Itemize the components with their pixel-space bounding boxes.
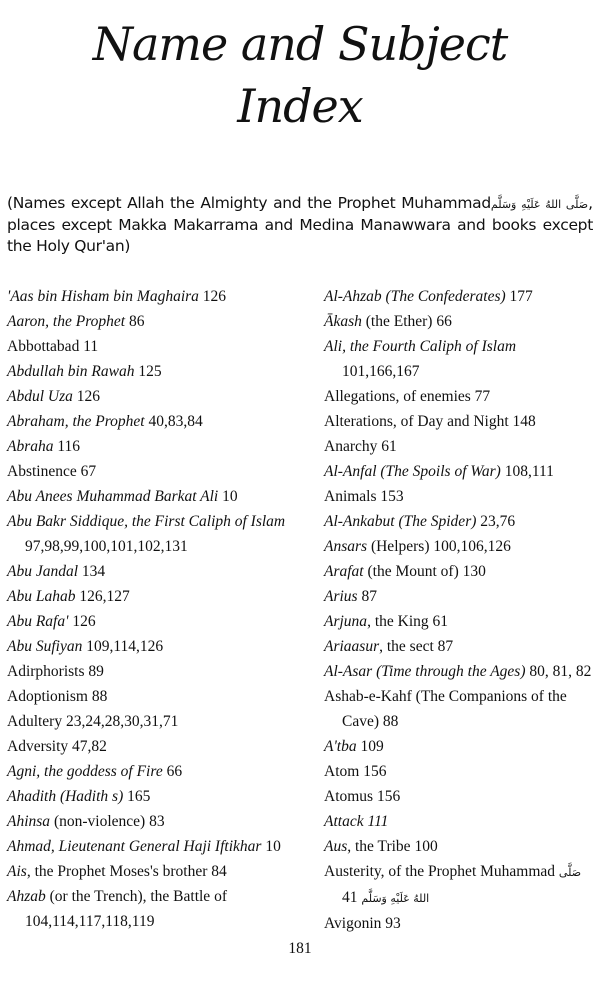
entry-term: Adversity [7, 738, 69, 755]
entry-page-refs: 130 [462, 563, 486, 580]
entry-page-refs: 177 [509, 288, 533, 305]
entry-term: Al-Ahzab (The Confederates) [324, 288, 506, 305]
entry-page-refs: 10 [222, 488, 238, 505]
entry-term: Al-Asar (Time through the Ages) [324, 663, 526, 680]
entry-qualifier: (Helpers) [367, 538, 430, 555]
entry-term: Ākash [324, 313, 362, 330]
entry-term: Avigonin [324, 915, 382, 932]
entry-page-refs: 67 [80, 463, 97, 480]
entry-term: Aaron, the Prophet [7, 313, 126, 330]
entry-term: Arius [324, 588, 358, 605]
entry-page-refs: 134 [81, 563, 106, 580]
entry-page-refs: 87 [361, 588, 377, 605]
index-entry [7, 359, 297, 384]
entry-page-refs: 93 [385, 915, 401, 932]
page-title-line-2: Index [237, 79, 363, 133]
entry-page-refs: 86 [128, 313, 145, 330]
entry-term: Adirphorists [7, 663, 85, 680]
index-entry [324, 859, 596, 911]
index-entry [324, 634, 596, 659]
entry-term: Ahmad, Lieutenant General Haji Iftikhar [7, 838, 262, 855]
entry-term: Anarchy [324, 438, 378, 455]
entry-term: Abraha [7, 438, 54, 455]
entry-qualifier: , the King [367, 613, 429, 630]
entry-page-refs: 153 [380, 488, 404, 505]
entry-page-refs: 126,127 [79, 588, 130, 605]
entry-page-refs: 61 [381, 438, 397, 455]
index-entry [7, 634, 297, 659]
entry-term: Atom [324, 763, 360, 780]
entry-term: Ais [7, 863, 27, 880]
entry-page-refs: 84 [211, 863, 227, 880]
entry-page-refs: 89 [88, 663, 104, 680]
entry-page-refs: 87 [437, 638, 454, 655]
index-entry [324, 509, 596, 534]
entry-page-refs: 126 [72, 613, 96, 630]
entry-term: Agni, the goddess of Fire [7, 763, 163, 780]
entry-term: Arafat [324, 563, 364, 580]
entry-term: Abu Lahab [7, 588, 76, 605]
entry-qualifier: (the Ether) [361, 313, 433, 330]
entry-page-refs: 156 [363, 763, 387, 780]
index-entry [7, 784, 297, 809]
entry-term: Abu Rafa' [7, 613, 69, 630]
entry-qualifier: (non-violence) [50, 813, 146, 830]
entry-term: Abbottabad [7, 338, 80, 355]
index-entry [7, 709, 297, 734]
index-entry [324, 659, 596, 684]
index-entry [324, 684, 596, 734]
index-column-left [7, 284, 297, 934]
entry-term: Ansars [324, 538, 368, 555]
entry-term: Ahinsa [7, 813, 51, 830]
entry-page-refs: 116 [57, 438, 81, 455]
index-entry [7, 309, 297, 334]
index-entry [324, 484, 596, 509]
index-entry [324, 834, 596, 859]
entry-page-refs: 40,83,84 [148, 413, 203, 430]
entry-qualifier: (or the Trench), the Battle of [45, 888, 227, 905]
entry-qualifier: (the Mount of) [363, 563, 459, 580]
index-entry [324, 809, 596, 834]
entry-page-refs: 66 [436, 313, 452, 330]
index-entry [7, 484, 297, 509]
note-arabic-honorific: صَلَّى اللهُ عَلَيْهِ وَسَلَّم [490, 198, 589, 211]
index-entry [324, 459, 596, 484]
entry-term: Ahzab [7, 888, 46, 905]
entry-page-refs: 97,98,99,100,101,102,131 [25, 538, 188, 555]
entry-term: Abstinence [7, 463, 77, 480]
entry-term: Abraham, the Prophet [7, 413, 145, 430]
index-entry [7, 334, 297, 359]
index-entry [7, 684, 297, 709]
entry-page-refs: 148 [512, 413, 536, 430]
entry-arabic-honorific: صَلَّى اللهُ عَلَيْهِ وَسَلَّم [361, 866, 582, 905]
index-entry [324, 334, 596, 384]
index-entry [7, 509, 297, 559]
entry-page-refs: 23,24,28,30,31,71 [65, 713, 179, 730]
entry-page-refs: 165 [127, 788, 151, 805]
entry-term: Al-Ankabut (The Spider) [324, 513, 477, 530]
entry-page-refs: 80, 81, 82 [529, 663, 592, 680]
index-entry [7, 459, 297, 484]
note-text-before: (Names except Allah the Almighty and the Prophet Muhammad [7, 194, 491, 212]
entry-page-refs: 126 [202, 288, 227, 305]
index-entry [7, 384, 297, 409]
entry-term: Abu Anees Muhammad Barkat Ali [7, 488, 219, 505]
page-title-line-1: Name and Subject [92, 17, 508, 71]
index-entry [324, 434, 596, 459]
entry-term: Adultery [7, 713, 63, 730]
index-entry [324, 734, 596, 759]
index-entry [7, 284, 297, 309]
index-entry [7, 834, 297, 859]
entry-term: Atomus [324, 788, 374, 805]
entry-term: Ali, the Fourth Caliph of Islam [324, 338, 517, 355]
entry-term: Abdullah bin Rawah [7, 363, 135, 380]
entry-page-refs: 126 [76, 388, 100, 405]
index-column-right [324, 284, 596, 936]
index-scope-note [7, 193, 593, 257]
index-entry [324, 759, 596, 784]
entry-page-refs: 111 [367, 813, 389, 830]
entry-page-refs: 88 [91, 688, 108, 705]
entry-page-refs: 11 [83, 338, 99, 355]
entry-term: Allegations, of enemies [324, 388, 471, 405]
entry-qualifier: , the Prophet Moses's brother [26, 863, 208, 880]
entry-term: Abu Bakr Siddique, the First Caliph of Islam [7, 513, 286, 530]
index-entry [324, 609, 596, 634]
entry-term: Alterations, of Day and Night [324, 413, 509, 430]
entry-term: Ahadith (Hadith s) [7, 788, 124, 805]
entry-term: Adoptionism [7, 688, 88, 705]
index-entry [324, 384, 596, 409]
entry-term: Attack [324, 813, 364, 830]
index-entry [324, 584, 596, 609]
index-entry [7, 584, 297, 609]
entry-term: Al-Anfal (The Spoils of War) [324, 463, 501, 480]
entry-page-refs: 108,111 [504, 463, 554, 480]
entry-page-refs: 47,82 [72, 738, 107, 755]
entry-term: A'tba [324, 738, 357, 755]
entry-page-refs: 66 [166, 763, 183, 780]
index-entry [324, 534, 596, 559]
index-entry [7, 884, 297, 934]
entry-page-refs: 10 [265, 838, 281, 855]
index-entry [324, 409, 596, 434]
entry-term: Animals [324, 488, 377, 505]
entry-page-refs: 83 [149, 813, 165, 830]
entry-page-refs: 41 [342, 889, 358, 906]
note-text-after: , places except Makka Makarrama and Medina Manawwara and books except the Holy Qur'an) [7, 194, 594, 255]
entry-page-refs: 23,76 [480, 513, 516, 530]
entry-qualifier: , the sect [379, 638, 434, 655]
page-number: 181 [288, 940, 312, 957]
entry-page-refs: 109,114,126 [86, 638, 164, 655]
entry-term: Ariaasur [324, 638, 380, 655]
entry-term: Abu Sufiyan [7, 638, 83, 655]
entry-term: Abdul Uza [7, 388, 73, 405]
index-entry [7, 734, 297, 759]
entry-page-refs: 61 [432, 613, 448, 630]
index-entry [324, 309, 596, 334]
entry-term: Ashab-e-Kahf (The Companions of the Cave) [324, 688, 567, 730]
index-entry [7, 559, 297, 584]
index-entry [324, 784, 596, 809]
index-entry [7, 809, 297, 834]
index-entry [324, 559, 596, 584]
entry-term: Abu Jandal [7, 563, 79, 580]
entry-page-refs: 77 [474, 388, 491, 405]
entry-term: Aus [324, 838, 348, 855]
entry-page-refs: 125 [138, 363, 162, 380]
entry-qualifier: , the Tribe [347, 838, 411, 855]
entry-page-refs: 88 [382, 713, 399, 730]
entry-page-refs: 109 [360, 738, 384, 755]
index-entry [324, 284, 596, 309]
entry-page-refs: 156 [376, 788, 401, 805]
index-entry [7, 609, 297, 634]
entry-term: Austerity, of the Prophet Muhammad [324, 863, 556, 880]
index-entry [7, 759, 297, 784]
entry-term: Arjuna [324, 613, 368, 630]
entry-page-refs: 100,106,126 [433, 538, 511, 555]
index-entry [7, 409, 297, 434]
index-entry [7, 659, 297, 684]
entry-term: 'Aas bin Hisham bin Maghaira [7, 288, 199, 305]
entry-page-refs: 104,114,117,118,119 [25, 913, 155, 930]
index-entry [324, 911, 596, 936]
index-entry [7, 434, 297, 459]
index-entry [7, 859, 297, 884]
entry-page-refs: 101,166,167 [342, 363, 420, 380]
entry-page-refs: 100 [414, 838, 438, 855]
